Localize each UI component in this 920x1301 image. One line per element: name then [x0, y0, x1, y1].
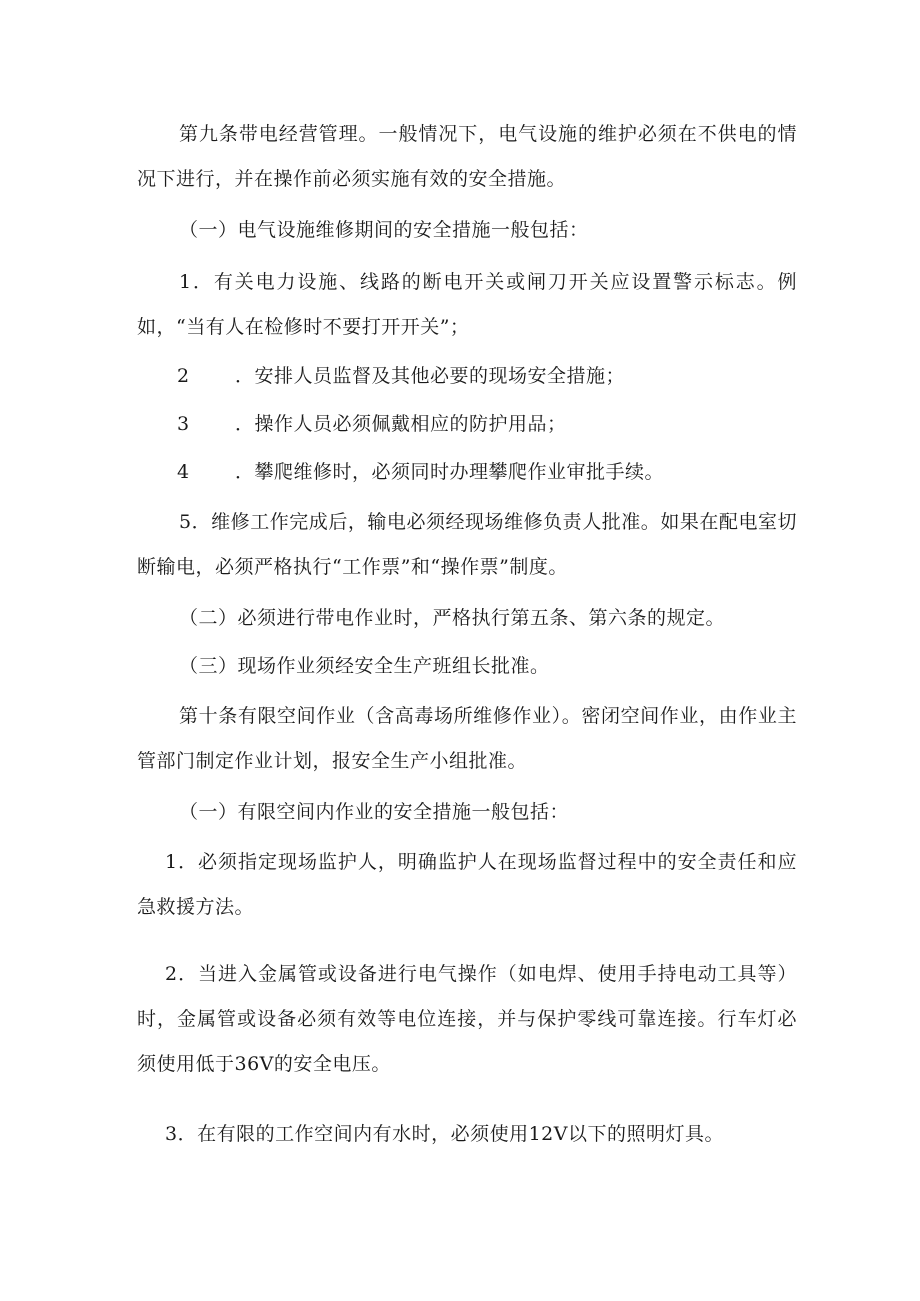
article-9-item-3 [177, 402, 567, 447]
article-9-paragraph: 第九条带电经营管理。一般情况下，电气设施的维护必须在不供电的情况下进行，并在操作前必须实施有效的安全措施。 [137, 123, 797, 190]
item-number: 2 [177, 365, 190, 387]
item-number: 3 [177, 413, 190, 435]
article-9-item-1: 1．有关电力设施、线路的断电开关或闸刀开关应设置警示标志。例如，“当有人在检修时不要打开开关”； [137, 271, 797, 338]
item-text: ．安排人员监督及其他必要的现场安全措施； [235, 365, 626, 387]
article-9-section-2: （二）必须进行带电作业时，严格执行第五条、第六条的规定。 [179, 607, 726, 629]
article-9-item-4 [177, 450, 664, 495]
item-text: ．攀爬维修时，必须同时办理攀爬作业审批手续。 [235, 461, 665, 483]
article-10-item-3: 3．在有限的工作空间内有水时，必须使用12V以下的照明灯具。 [165, 1123, 724, 1145]
article-10-item-1: 1．必须指定现场监护人，明确监护人在现场监督过程中的安全责任和应急救援方法。 [137, 851, 797, 918]
article-10-paragraph: 第十条有限空间作业（含高毒场所维修作业）。密闭空间作业，由作业主管部门制定作业计划，报安全生产小组批准。 [137, 705, 797, 772]
article-9-section-3: （三）现场作业须经安全生产班组长批准。 [179, 655, 550, 677]
article-10-section-1-heading: （一）有限空间内作业的安全措施一般包括： [179, 801, 570, 823]
article-9-section-1-heading: （一）电气设施维修期间的安全措施一般包括： [179, 219, 589, 241]
item-number: 4 [177, 461, 190, 483]
article-10-item-2: 2．当进入金属管或设备进行电气操作（如电焊、使用手持电动工具等）时，金属管或设备必须有效等电位连接，并与保护零线可靠连接。行车灯必须使用低于36V的安全电压。 [137, 963, 797, 1075]
item-text: ．操作人员必须佩戴相应的防护用品； [235, 413, 567, 435]
article-9-item-2 [177, 354, 625, 399]
article-9-item-5: 5．维修工作完成后，输电必须经现场维修负责人批准。如果在配电室切断输电，必须严格执行“工作票”和“操作票”制度。 [137, 511, 797, 578]
